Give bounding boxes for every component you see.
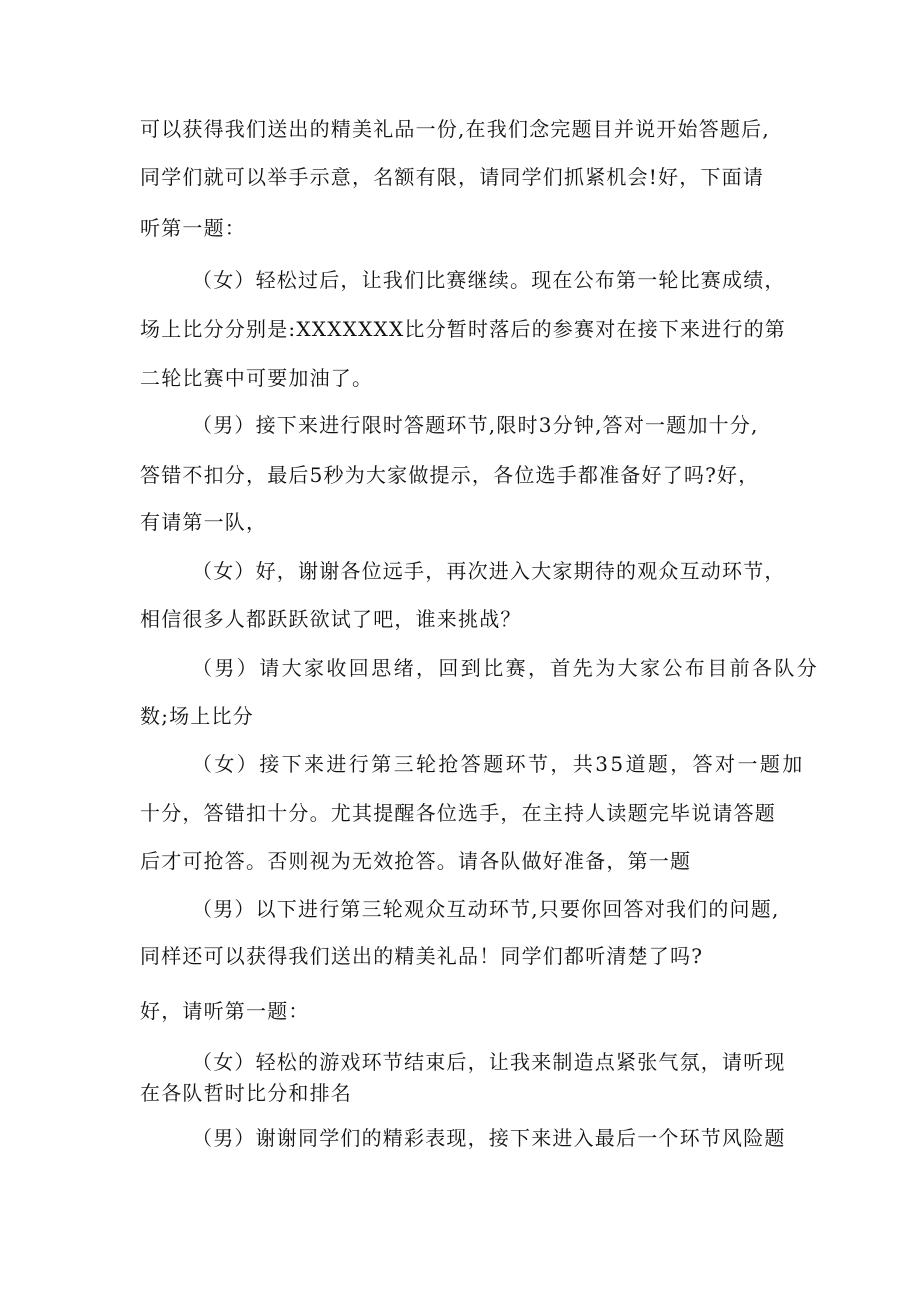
- text-line-1: 可以获得我们送出的精美礼品一份,在我们念完题目并说开始答题后,: [140, 117, 770, 141]
- text-line-19: 好，请听第一题：: [140, 999, 310, 1023]
- text-line-5: 场上比分分别是:XXXXXXX比分暂时落后的参赛对在接下来进行的第: [140, 317, 787, 341]
- text-line-4: （女）轻松过后，让我们比赛继续。现在公布第一轮比赛成绩，: [192, 268, 786, 292]
- text-line-21: 在各队哲时比分和排名: [140, 1081, 352, 1105]
- text-line-6: 二轮比赛中可要加油了。: [140, 366, 374, 390]
- text-line-17: （男）以下进行第三轮观众互动环节,只要你回答对我们的问题,: [192, 897, 780, 921]
- text-line-22: （男）谢谢同学们的精彩表现，接下来进入最后一个环节风险题: [192, 1126, 786, 1150]
- text-line-9: 有请第一队，: [140, 510, 268, 534]
- text-line-3: 听第一题：: [140, 216, 246, 240]
- text-line-15: 十分，答错扣十分。尤其提醒各位选手，在主持人读题完毕说请答题: [140, 801, 776, 825]
- text-line-8: 答错不扣分，最后5秒为大家做提示，各位选手都准备好了吗?好，: [140, 463, 760, 487]
- text-line-20: （女）轻松的游戏环节结束后，让我来制造点紧张气氛，请听现: [192, 1050, 786, 1074]
- text-line-11: 相信很多人都跃跃欲试了吧，谁来挑战？: [140, 607, 522, 631]
- text-line-13: 数;场上比分: [140, 704, 254, 728]
- text-line-7: （男）接下来进行限时答题环节,限时3分钟,答对一题加十分,: [192, 413, 759, 437]
- text-line-10: （女）好，谢谢各位远手，再次进入大家期待的观众互动环节，: [192, 559, 786, 583]
- text-line-16: 后才可抢答。否则视为无效抢答。请各队做好准备，第一题: [140, 849, 692, 873]
- text-line-18: 同样还可以获得我们送出的精美礼品！同学们都听清楚了吗?: [140, 944, 704, 968]
- text-line-14: （女）接下来进行第三轮抢答题环节，共35道题，答对一题加: [192, 752, 805, 776]
- text-line-12: （男）请大家收回思绪，回到比赛，首先为大家公布目前各队分: [192, 656, 820, 680]
- text-line-2: 同学们就可以举手示意，名额有限，请同学们抓紧机会!好，下面请: [140, 165, 765, 189]
